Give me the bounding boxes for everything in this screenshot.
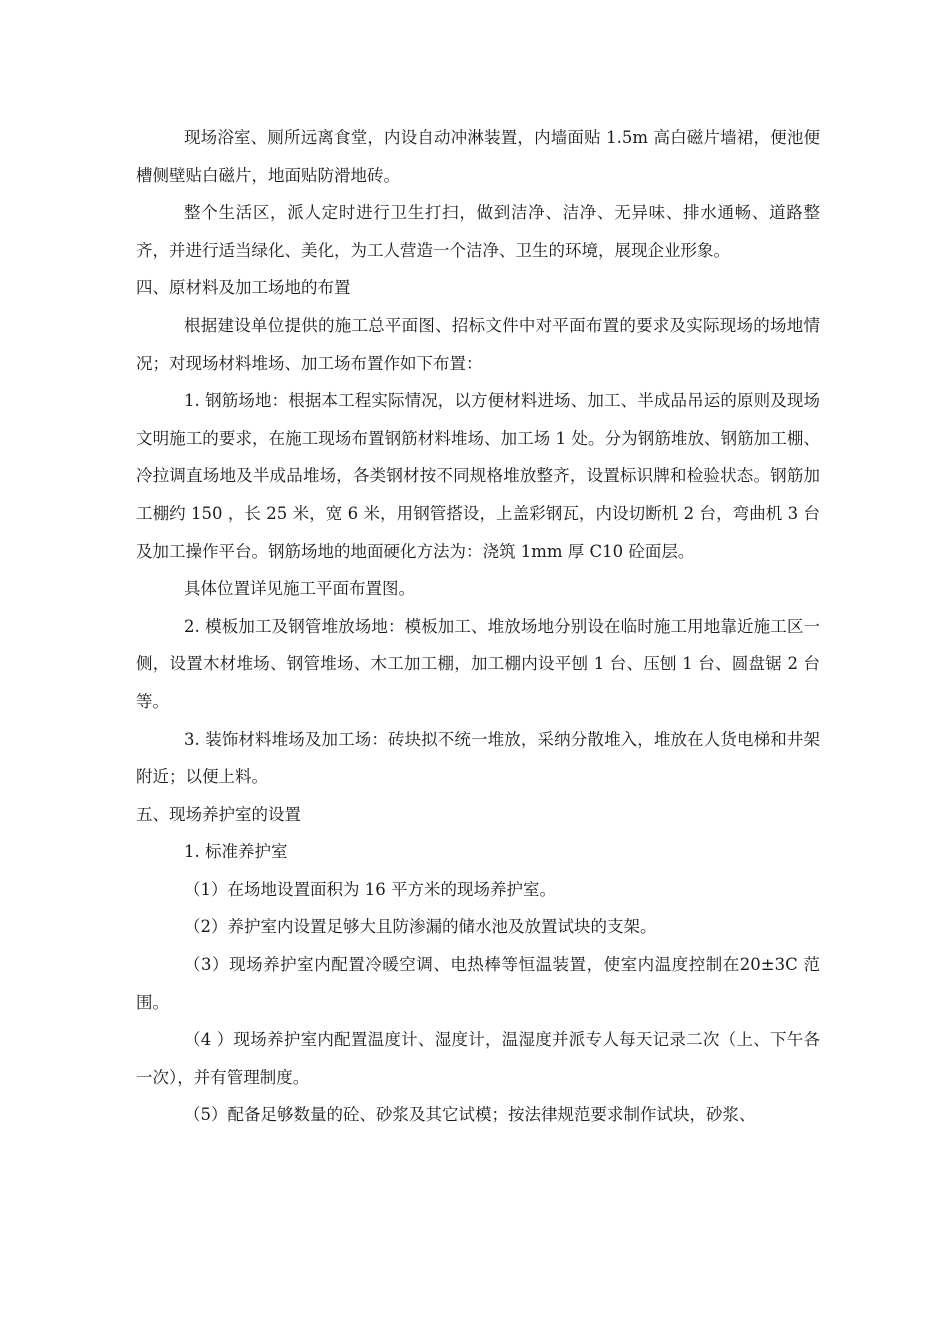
paragraph-standard-curing: 1. 标准养护室 [184, 842, 288, 862]
paragraph-rebar-site: 1. 钢筋场地：根据本工程实际情况，以方便材料进场、加工、半成品吊运的原则及现场文明施工的要求，在施工现场布置钢筋材料堆场、加工场 1 处。分为钢筋堆放、钢筋加工棚、冷拉调直场地及半成品堆场，各类钢材按不同规格堆放整齐，设置标识牌和检验状态。钢筋加工棚约 150 ，长 25 米，宽 6 米，用钢管搭设，上盖彩钢瓦，内设切断机 2 台，弯曲机 3 台及加工操作平台。钢筋场地的地面硬化方法为：浇筑 1mm 厚 C10 砼面层。 [136, 391, 820, 561]
paragraph-formwork-site: 2. 模板加工及钢管堆放场地：模板加工、堆放场地分别设在临时施工用地靠近施工区一侧，设置木材堆场、钢管堆场、木工加工棚，加工棚内设平刨 1 台、压刨 1 台、圆盘锯 2 台等。 [136, 616, 820, 711]
paragraph-living-area: 整个生活区，派人定时进行卫生打扫，做到洁净、洁净、无异味、排水通畅、道路整齐，并进行适当绿化、美化，为工人营造一个洁净、卫生的环境，展现企业形象。 [136, 203, 820, 260]
paragraph-item-5: （5）配备足够数量的砼、砂浆及其它试模；按法律规范要求制作试块，砂浆、 [184, 1105, 756, 1125]
document-body [136, 119, 820, 1134]
section-heading-materials: 四、原材料及加工场地的布置 [136, 278, 351, 298]
paragraph-layout-basis: 根据建设单位提供的施工总平面图、招标文件中对平面布置的要求及实际现场的场地情况；对现场材料堆场、加工场布置作如下布置： [136, 315, 820, 373]
paragraph-item-1: （1）在场地设置面积为 16 平方米的现场养护室。 [184, 879, 556, 899]
paragraph-item-3: （3）现场养护室内配置冷暖空调、电热棒等恒温装置，使室内温度控制在20±3C 范围。 [136, 955, 820, 1012]
section-heading-curing-room: 五、现场养护室的设置 [136, 804, 301, 824]
paragraph-location-note: 具体位置详见施工平面布置图。 [184, 579, 415, 599]
paragraph-item-2: （2）养护室内设置足够大且防渗漏的储水池及放置试块的支架。 [184, 917, 657, 937]
paragraph-bathroom: 现场浴室、厕所远离食堂，内设自动冲淋装置，内墙面贴 1.5m 高白磁片墙裙，便池便槽侧壁贴白磁片，地面贴防滑地砖。 [136, 128, 820, 185]
paragraph-decoration-site: 3. 装饰材料堆场及加工场：砖块拟不统一堆放，采纳分散堆入，堆放在人货电梯和井架附近；以便上料。 [136, 729, 820, 787]
paragraph-item-4: （4 ）现场养护室内配置温度计、湿度计，温湿度并派专人每天记录二次（上、下午各一次），并有管理制度。 [136, 1030, 820, 1087]
